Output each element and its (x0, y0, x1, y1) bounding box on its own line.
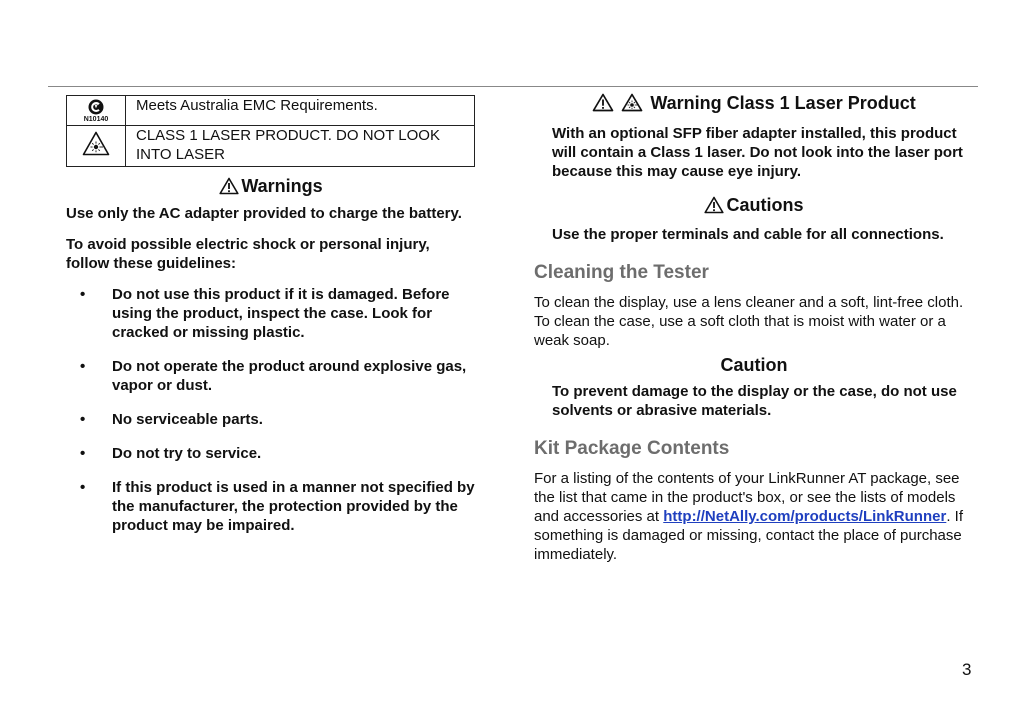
caution-heading: Caution (720, 355, 788, 375)
list-item: • No serviceable parts. (66, 410, 476, 429)
list-item: • Do not use this product if it is damaged. Before using the product, inspect the case. Look for cracked or missing plastic. (66, 285, 476, 342)
rcm-mark-icon (88, 99, 104, 115)
page-number: 3 (962, 660, 972, 679)
cautions-text: Use the proper terminals and cable for all connections. (552, 226, 944, 243)
laser-warning-heading (534, 93, 974, 114)
table-row (67, 126, 475, 167)
list-item: • Do not try to service. (66, 444, 476, 463)
warnings-heading (66, 176, 476, 197)
warning-icon (219, 177, 239, 195)
header-rule (48, 86, 978, 87)
warning-icon (592, 93, 614, 112)
laser-text-line2: INTO LASER (136, 146, 225, 163)
kit-text-before: For a listing of the contents of your LinkRunner AT package, see the list that came in the product's box, or see the lists of models and accessories at (534, 470, 960, 525)
caution-text: To prevent damage to the display or the case, do not use solvents or abrasive materials. (552, 383, 957, 419)
cautions-title: Cautions (726, 195, 804, 215)
right-column (534, 93, 974, 564)
kit-text-after: . If something is damaged or missing, contact the place of purchase immediately. (534, 508, 963, 563)
guidelines-list (66, 285, 476, 535)
laser-warning-text: With an optional SFP fiber adapter installed, this product will contain a Class 1 laser. Do not look into the laser port because this may cause eye injury. (552, 125, 963, 180)
warnings-para-2: To avoid possible electric shock or personal injury, follow these guidelines: (66, 236, 430, 272)
cleaning-text: To clean the display, use a lens cleaner and a soft, lint-free cloth. To clean the case, use a soft cloth that is moist with water or a weak soap. (534, 294, 964, 349)
cautions-heading (534, 195, 974, 216)
compliance-marks-table (66, 95, 475, 167)
laser-text-line1: CLASS 1 LASER PRODUCT. DO NOT LOOK (136, 127, 440, 144)
rcm-text: Meets Australia EMC Requirements. (126, 96, 475, 126)
list-item: • Do not operate the product around explosive gas, vapor or dust. (66, 357, 476, 395)
warnings-title: Warnings (241, 176, 323, 196)
laser-hazard-icon (82, 131, 110, 156)
warnings-para-1: Use only the AC adapter provided to charge the battery. (66, 205, 462, 222)
laser-warning-title: Warning Class 1 Laser Product (650, 93, 916, 113)
kit-section-title: Kit Package Contents (534, 438, 730, 459)
rcm-code: N10140 (83, 116, 109, 123)
laser-hazard-icon (621, 93, 643, 112)
table-row (67, 96, 475, 126)
laser-text (126, 126, 475, 167)
list-item: • If this product is used in a manner not specified by the manufacturer, the protection provided by the product may be impaired. (66, 478, 476, 535)
caution-icon (704, 196, 724, 214)
laser-mark-cell (67, 126, 126, 167)
left-column (66, 95, 476, 535)
linkrunner-product-link[interactable]: http://NetAlly.com/products/LinkRunner (663, 508, 947, 525)
kit-text (534, 469, 974, 564)
cleaning-section-title: Cleaning the Tester (534, 262, 709, 283)
rcm-mark-cell (67, 96, 126, 126)
